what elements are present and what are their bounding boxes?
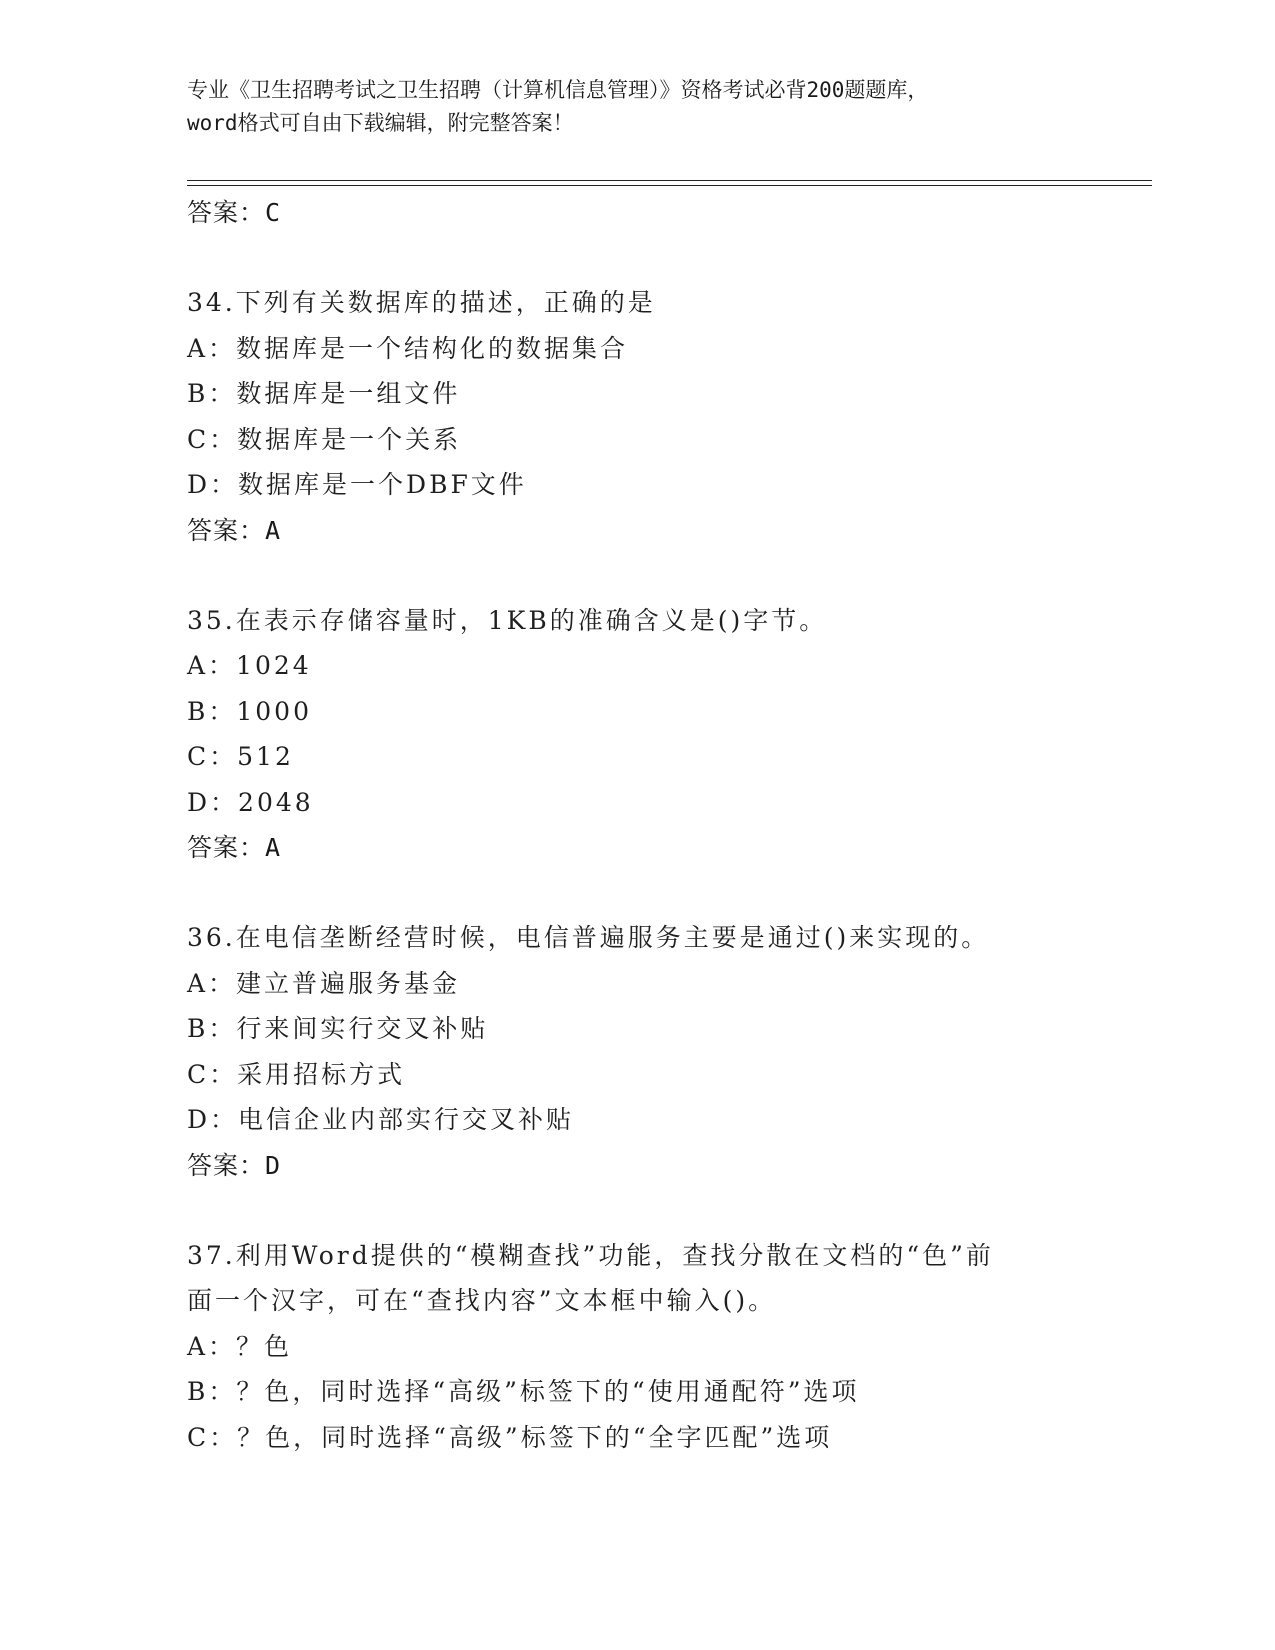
header-line-1: 专业《卫生招聘考试之卫生招聘（计算机信息管理）》资格考试必背200题题库， — [187, 78, 929, 102]
option-b: B：？色，同时选择“高级”标签下的“使用通配符”选项 — [187, 1377, 860, 1406]
header-rule-bottom — [187, 185, 1152, 186]
answer-line: 答案：C — [187, 198, 282, 227]
question-text: 36.在电信垄断经营时候，电信普遍服务主要是通过()来实现的。 — [187, 923, 990, 952]
document-header — [187, 74, 1087, 140]
option-a: A：数据库是一个结构化的数据集合 — [187, 333, 629, 363]
question-item — [187, 1233, 1147, 1461]
answer-line: 答案：A — [187, 833, 282, 862]
option-c: C：采用招标方式 — [187, 1059, 406, 1089]
option-c: C：数据库是一个关系 — [187, 424, 462, 454]
answer-line: 答案：A — [187, 515, 282, 545]
option-c: C：？色，同时选择“高级”标签下的“全字匹配”选项 — [187, 1422, 833, 1452]
option-d: D：2048 — [187, 787, 314, 817]
option-d: D：电信企业内部实行交叉补贴 — [187, 1105, 575, 1134]
header-rule-top — [187, 180, 1152, 181]
question-item — [187, 280, 1147, 554]
option-a: A：1024 — [187, 651, 312, 680]
option-a: A：？色 — [187, 1331, 293, 1361]
header-line-2: word格式可自由下载编辑，附完整答案！ — [187, 111, 574, 135]
question-item — [187, 598, 1147, 872]
answer-line: 答案：D — [187, 1150, 282, 1180]
question-text-line-2: 面一个汉字，可在“查找内容”文本框中输入()。 — [187, 1286, 777, 1315]
question-item — [187, 915, 1147, 1189]
option-a: A：建立普遍服务基金 — [187, 968, 461, 998]
question-text-line-1: 37.利用Word提供的“模糊查找”功能，查找分散在文档的“色”前 — [187, 1240, 994, 1270]
question-list — [187, 190, 1147, 1460]
option-c: C：512 — [187, 742, 294, 771]
option-b: B：1000 — [187, 696, 312, 726]
option-b: B：行来间实行交叉补贴 — [187, 1014, 489, 1043]
question-text: 35.在表示存储容量时，1KB的准确含义是()字节。 — [187, 605, 828, 635]
option-d: D：数据库是一个DBF文件 — [187, 470, 527, 499]
option-b: B：数据库是一组文件 — [187, 379, 461, 408]
question-text: 34.下列有关数据库的描述，正确的是 — [187, 288, 656, 317]
